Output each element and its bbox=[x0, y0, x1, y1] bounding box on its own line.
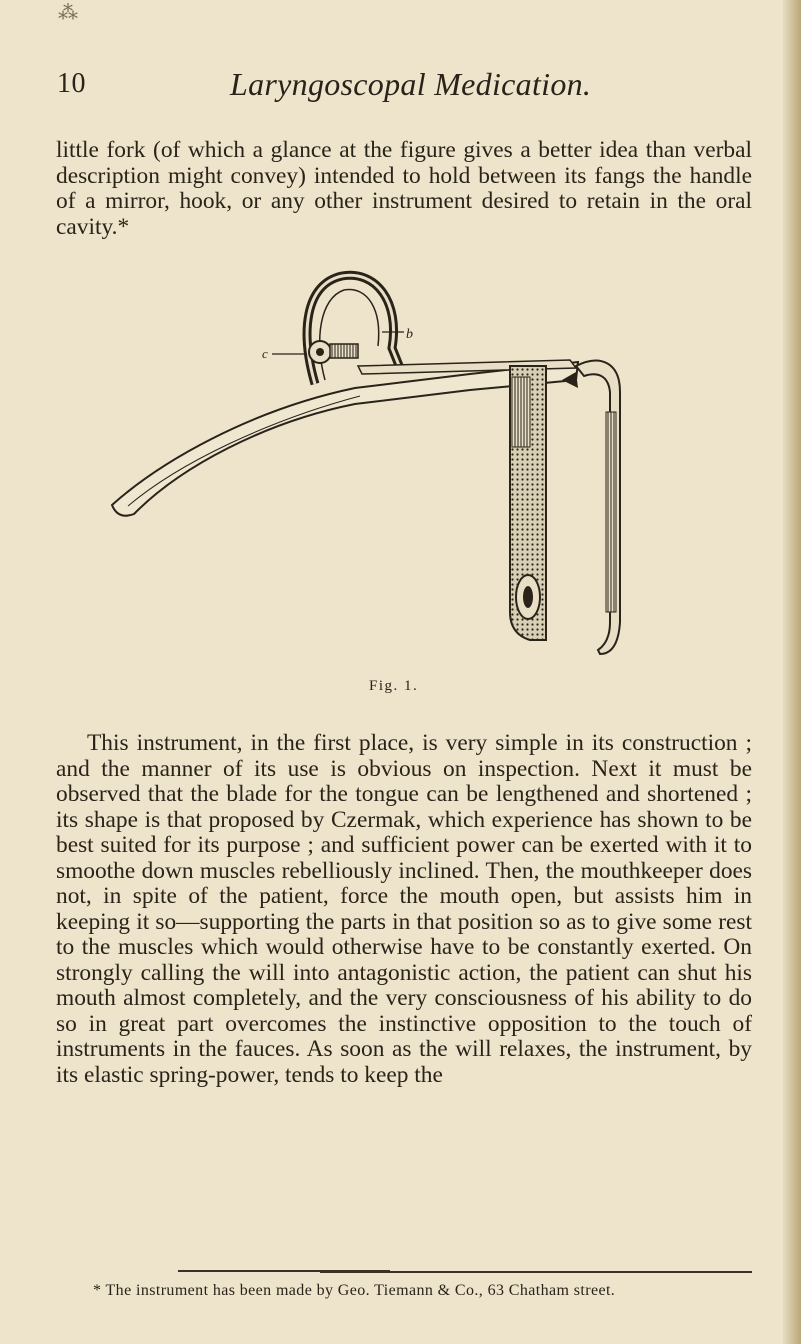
page-number: 10 bbox=[57, 68, 86, 99]
label-b: b bbox=[406, 327, 413, 342]
running-head: Laryngoscopal Medication. bbox=[230, 66, 592, 102]
mouthkeeper-illustration bbox=[100, 262, 660, 662]
paragraph-1: little fork (of which a glance at the figure gives a better idea than verbal description might convey) intended to hold between its fangs the handle of a mirror, hook, or any other instrument desired to retain in the oral cavity.* bbox=[56, 137, 752, 240]
top-mark: ⁂ bbox=[58, 2, 78, 24]
paragraph-2: This instrument, in the first place, is very simple in its construction ; and the manner of its use is obvious on inspection. Next it must be observed that the blade for the tongue can be lengthened and shortened ; its shape is that proposed by Czermak, which experience has shown to be best suited for its purpose ; and sufficient power can be exerted with it to smoothe down muscles rebelliously inclined. Then, the mouthkeeper does not, in spite of the patient, force the mouth open, but assists him in keeping it so—supporting the parts in that position so as to give some rest to the muscles which would otherwise have to be constantly exerted. On strongly calling the will into antagonistic action, the patient can shut his mouth almost completely, and the very consciousness of his ability to do so in great part overcomes the instinctive opposition to the touch of instruments in the fauces. As soon as the will relaxes, the instrument, by its elastic spring-power, tends to keep the bbox=[56, 730, 752, 1088]
page-edge bbox=[783, 0, 801, 1344]
footnote-rule-long bbox=[320, 1271, 752, 1273]
label-c: c bbox=[262, 346, 268, 361]
figure-caption: Fig. 1. bbox=[369, 678, 419, 694]
footnote: * The instrument has been made by Geo. Tiemann & Co., 63 Chatham street. bbox=[93, 1282, 616, 1299]
figure-mouthkeeper bbox=[100, 262, 660, 662]
